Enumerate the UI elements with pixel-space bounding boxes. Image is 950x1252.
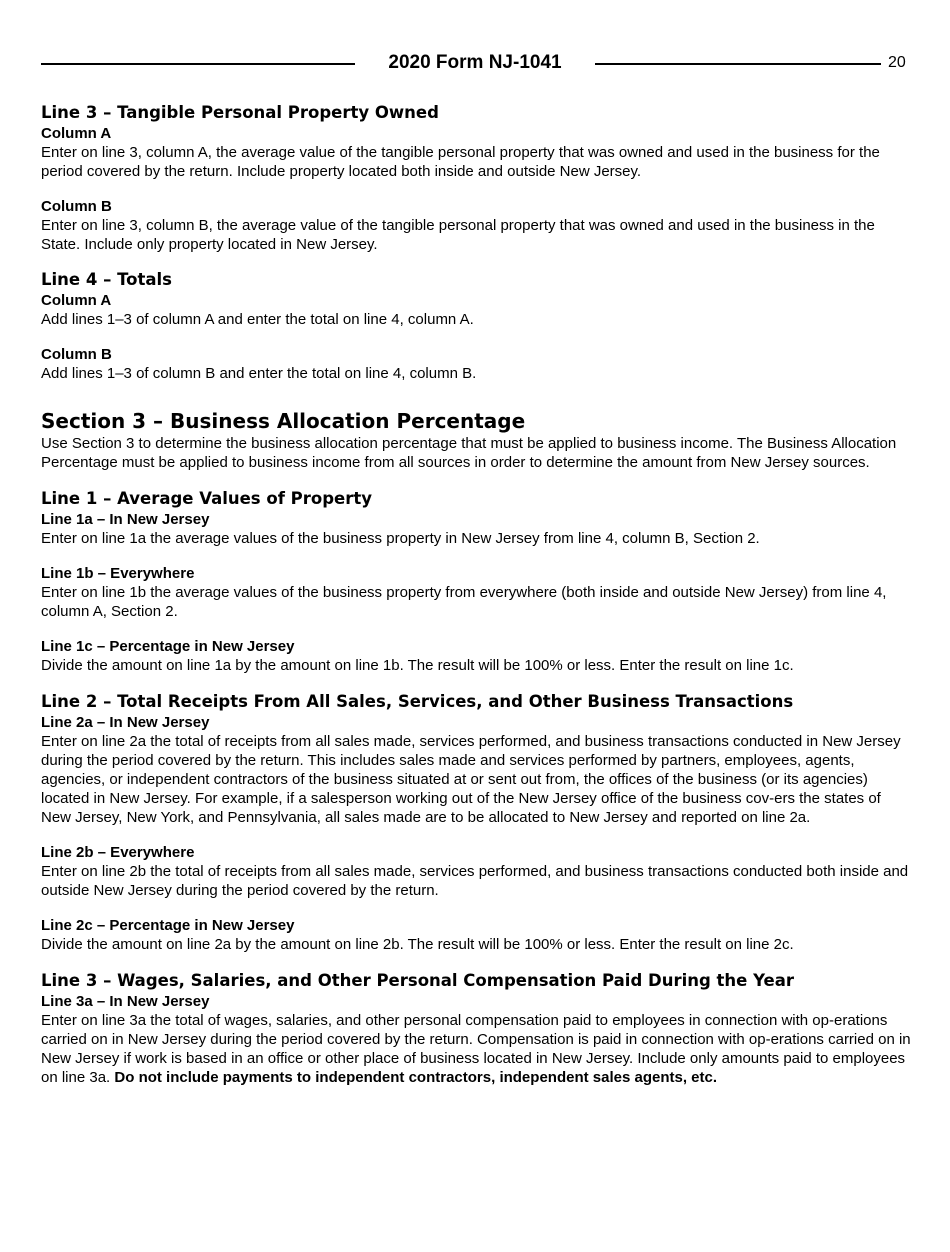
line3-column-b-text: Enter on line 3, column B, the average value of the tangible personal property that was owned and used in the business in the State. Include only property located in New Jersey. (41, 217, 875, 253)
line3a-text (41, 1011, 911, 1087)
line2b-text: Enter on line 2b the total of receipts from all sales made, services performed, and business transactions conducted both inside and outside New Jersey during the period covered by the return. (41, 863, 909, 899)
line3a-text-bold: Do not include payments to independent contractors, independent sales agents, etc. (114, 1069, 718, 1086)
line1-heading: Line 1 – Average Values of Property (41, 489, 372, 508)
line2b-heading: Line 2b – Everywhere (41, 844, 195, 861)
header-rule-left (41, 63, 355, 65)
line1b-heading: Line 1b – Everywhere (41, 565, 195, 582)
line1c-text: Divide the amount on line 1a by the amount on line 1b. The result will be 100% or less. Enter the result on line 1c. (41, 657, 794, 674)
line4-totals-heading: Line 4 – Totals (41, 270, 172, 289)
section3-heading: Section 3 – Business Allocation Percentage (41, 409, 526, 433)
line3a-heading: Line 3a – In New Jersey (41, 993, 210, 1010)
section3-intro: Use Section 3 to determine the business allocation percentage that must be applied to business income. The Business Allocation Percentage must be applied to business income from all sources in order to determine the amount from New Jersey sources. (41, 435, 897, 471)
column-b-heading: Column B (41, 346, 112, 363)
column-a-heading: Column A (41, 292, 112, 309)
line4-column-a-text: Add lines 1–3 of column A and enter the total on line 4, column A. (41, 311, 474, 328)
line2a-text: Enter on line 2a the total of receipts from all sales made, services performed, and business transactions conducted in New Jersey during the period covered by the return. This includes sales made and services performed by partners, employees, agents, agencies, or independent contractors of the business situated at or sent out from, the offices of the business (or its agencies) located in New Jersey. For example, if a salesperson working out of the New Jersey office of the business cov-ers the states of New Jersey, New York, and Pennsylvania, all sales made are to be allocated to New Jersey and reported on line 2a. (41, 733, 901, 826)
line2c-text: Divide the amount on line 2a by the amount on line 2b. The result will be 100% or less. Enter the result on line 2c. (41, 936, 794, 953)
line1a-text: Enter on line 1a the average values of the business property in New Jersey from line 4, column B, Section 2. (41, 530, 760, 547)
line3-tangible-heading: Line 3 – Tangible Personal Property Owned (41, 103, 439, 122)
line2c-heading: Line 2c – Percentage in New Jersey (41, 917, 295, 934)
column-a-heading: Column A (41, 125, 112, 142)
line3a-text-regular: Enter on line 3a the total of wages, salaries, and other personal compensation paid to employees in connection with op-erations carried on in New Jersey during the period covered by the return. Compensation is paid in connection with op-erations carried on in New Jersey if work is based in an office or other place of business located in New Jersey. Include only amounts paid to employees on line 3a. (41, 1012, 911, 1086)
line1c-heading: Line 1c – Percentage in New Jersey (41, 638, 295, 655)
line1b-text: Enter on line 1b the average values of the business property from everywhere (both inside and outside New Jersey) from line 4, column A, Section 2. (41, 584, 887, 620)
line1a-heading: Line 1a – In New Jersey (41, 511, 210, 528)
header-rule-right (595, 63, 881, 65)
line3-column-a-text: Enter on line 3, column A, the average value of the tangible personal property that was owned and used in the business for the period covered by the return. Include property located both inside and outside New Jersey. (41, 144, 880, 180)
page-content (41, 103, 911, 1087)
page-header (0, 52, 950, 78)
line3-wages-heading: Line 3 – Wages, Salaries, and Other Personal Compensation Paid During the Year (41, 971, 795, 990)
column-b-heading: Column B (41, 198, 112, 215)
line2-heading: Line 2 – Total Receipts From All Sales, Services, and Other Business Transactions (41, 692, 794, 711)
line2a-heading: Line 2a – In New Jersey (41, 714, 210, 731)
line4-column-b-text: Add lines 1–3 of column B and enter the total on line 4, column B. (41, 365, 477, 382)
page-number: 20 (888, 54, 906, 71)
form-title: 2020 Form NJ-1041 (388, 52, 562, 73)
